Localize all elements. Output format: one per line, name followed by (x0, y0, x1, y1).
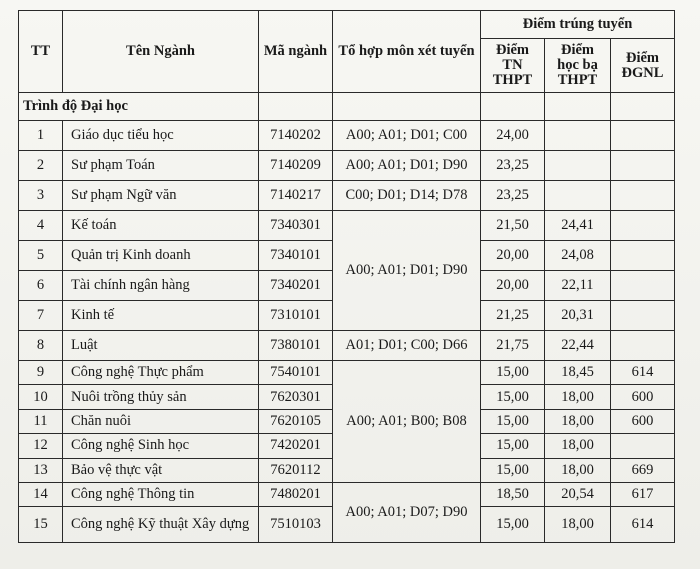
row-tn: 21,75 (481, 331, 545, 361)
header-diem-dgnl: Điểm ĐGNL (611, 39, 675, 93)
header-ten-nganh: Tên Ngành (63, 11, 259, 93)
row-code: 7380101 (259, 331, 333, 361)
row-hocba: 20,54 (545, 482, 611, 506)
row-code: 7340301 (259, 211, 333, 241)
row-tt: 15 (19, 507, 63, 543)
row-dgnl: 600 (611, 385, 675, 409)
row-tn: 23,25 (481, 181, 545, 211)
row-tn: 15,00 (481, 361, 545, 385)
row-hocba: 18,45 (545, 361, 611, 385)
row-combo: A00; A01; B00; B08 (333, 361, 481, 483)
row-code: 7140209 (259, 151, 333, 181)
row-tt: 13 (19, 458, 63, 482)
row-dgnl: 600 (611, 409, 675, 433)
row-tt: 6 (19, 271, 63, 301)
row-dgnl: 617 (611, 482, 675, 506)
row-code: 7620301 (259, 385, 333, 409)
row-tn: 21,50 (481, 211, 545, 241)
row-tt: 3 (19, 181, 63, 211)
row-hocba: 18,00 (545, 385, 611, 409)
row-combo: A00; A01; D07; D90 (333, 482, 481, 542)
row-tt: 10 (19, 385, 63, 409)
row-tt: 7 (19, 301, 63, 331)
row-hocba: 22,11 (545, 271, 611, 301)
row-tt: 9 (19, 361, 63, 385)
row-code: 7510103 (259, 507, 333, 543)
row-code: 7620105 (259, 409, 333, 433)
row-combo: A00; A01; D01; D90 (333, 151, 481, 181)
section-label: Trình độ Đại học (19, 93, 259, 121)
row-dgnl: 614 (611, 507, 675, 543)
row-tt: 4 (19, 211, 63, 241)
row-combo: A00; A01; D01; C00 (333, 121, 481, 151)
row-code: 7340101 (259, 241, 333, 271)
row-name: Giáo dục tiểu học (63, 121, 259, 151)
row-tt: 11 (19, 409, 63, 433)
header-ma-nganh: Mã ngành (259, 11, 333, 93)
row-code: 7620112 (259, 458, 333, 482)
header-to-hop: Tổ hợp môn xét tuyển (333, 11, 481, 93)
row-combo: C00; D01; D14; D78 (333, 181, 481, 211)
row-name: Luật (63, 331, 259, 361)
header-diem-trung-tuyen: Điểm trúng tuyển (481, 11, 675, 39)
row-tn: 15,00 (481, 434, 545, 458)
row-hocba: 18,00 (545, 458, 611, 482)
row-name: Công nghệ Thông tin (63, 482, 259, 506)
row-code: 7420201 (259, 434, 333, 458)
row-name: Bảo vệ thực vật (63, 458, 259, 482)
row-tn: 15,00 (481, 458, 545, 482)
row-code: 7340201 (259, 271, 333, 301)
table-row (19, 211, 675, 241)
row-tn: 15,00 (481, 385, 545, 409)
row-tn: 20,00 (481, 241, 545, 271)
row-hocba: 22,44 (545, 331, 611, 361)
row-name: Công nghệ Thực phẩm (63, 361, 259, 385)
row-hocba: 18,00 (545, 434, 611, 458)
row-hocba: 20,31 (545, 301, 611, 331)
header-diem-tn: Điểm TN THPT (481, 39, 545, 93)
row-hocba: 18,00 (545, 409, 611, 433)
table-row (19, 151, 675, 181)
row-tn: 20,00 (481, 271, 545, 301)
table-row (19, 331, 675, 361)
row-name: Chăn nuôi (63, 409, 259, 433)
row-name: Công nghệ Kỹ thuật Xây dựng (63, 507, 259, 543)
row-tn: 23,25 (481, 151, 545, 181)
row-combo: A01; D01; C00; D66 (333, 331, 481, 361)
header-tt: TT (19, 11, 63, 93)
row-code: 7140202 (259, 121, 333, 151)
table-row (19, 181, 675, 211)
row-tn: 21,25 (481, 301, 545, 331)
row-hocba: 24,08 (545, 241, 611, 271)
row-combo: A00; A01; D01; D90 (333, 211, 481, 331)
row-tt: 12 (19, 434, 63, 458)
row-tt: 2 (19, 151, 63, 181)
row-hocba: 18,00 (545, 507, 611, 543)
row-code: 7140217 (259, 181, 333, 211)
table-row (19, 121, 675, 151)
table-row (19, 482, 675, 506)
row-tt: 14 (19, 482, 63, 506)
row-name: Công nghệ Sinh học (63, 434, 259, 458)
row-tt: 5 (19, 241, 63, 271)
row-name: Kế toán (63, 211, 259, 241)
row-name: Tài chính ngân hàng (63, 271, 259, 301)
row-name: Sư phạm Ngữ văn (63, 181, 259, 211)
row-tn: 18,50 (481, 482, 545, 506)
row-code: 7310101 (259, 301, 333, 331)
row-tn: 15,00 (481, 507, 545, 543)
header-diem-hoc-ba: Điểm học bạ THPT (545, 39, 611, 93)
row-tt: 1 (19, 121, 63, 151)
row-dgnl: 669 (611, 458, 675, 482)
row-tn: 24,00 (481, 121, 545, 151)
admission-score-table (18, 10, 675, 543)
row-hocba: 24,41 (545, 211, 611, 241)
row-code: 7540101 (259, 361, 333, 385)
row-name: Quản trị Kinh doanh (63, 241, 259, 271)
row-tt: 8 (19, 331, 63, 361)
row-name: Kinh tế (63, 301, 259, 331)
row-dgnl: 614 (611, 361, 675, 385)
table-row (19, 361, 675, 385)
row-code: 7480201 (259, 482, 333, 506)
row-tn: 15,00 (481, 409, 545, 433)
row-name: Nuôi trồng thủy sản (63, 385, 259, 409)
row-name: Sư phạm Toán (63, 151, 259, 181)
